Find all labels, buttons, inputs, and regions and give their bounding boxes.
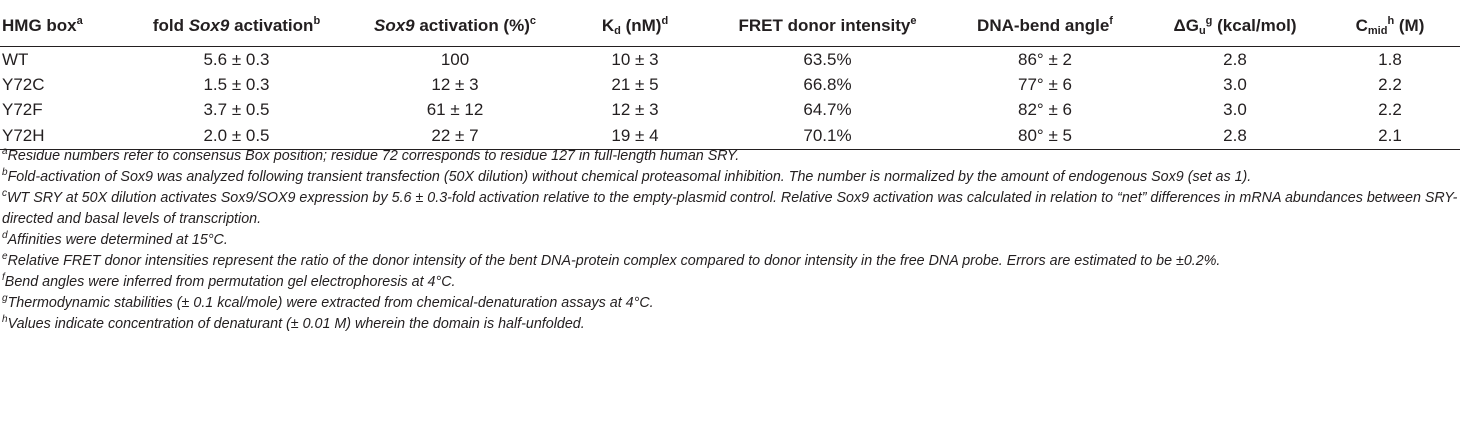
cell: 64.7% (803, 99, 852, 119)
cell: 12 ± 3 (611, 99, 659, 119)
cell: 86° ± 2 (1018, 49, 1072, 69)
footnote: $^f$Bend angles were inferred from permutation gel electrophoresis at 4°C. (2, 272, 456, 290)
footnote: $^d$Affinities were determined at 15°C. (2, 230, 228, 248)
table-row (0, 72, 1460, 97)
cell: 2.8 (1150, 122, 1320, 150)
footnote: $^a$Residue numbers refer to consensus Box position; residue 72 corresponds to residue 127 in full-length human SRY. (2, 146, 740, 164)
header-kd: $K_d$ (nM)$^d$ (555, 6, 715, 47)
header-activation-percent: Sox9 activation (%)$^c$ (355, 6, 555, 47)
footnote: $^g$Thermodynamic stabilities (± 0.1 kcal/mole) were extracted from chemical-denaturation assays at 4°C. (2, 293, 654, 311)
header-fret: FRET donor intensity$^e$ (715, 6, 940, 47)
header-bend-angle: DNA-bend angle$^f$ (940, 6, 1150, 47)
cell: 21 ± 5 (611, 74, 659, 94)
cell: 63.5% (803, 49, 852, 69)
cell: 10 ± 3 (611, 49, 659, 69)
footnote: $^c$WT SRY at 50X dilution activates Sox9/SOX9 expression by 5.6 ± 0.3-fold activation relative to the empty-plasmid control. Relative Sox9 activation was calculated in relation to “net” differences in mRNA abundances between SRY-directed and basal levels of transcription. (2, 188, 1458, 227)
table-row (0, 97, 1460, 122)
results-table (0, 6, 1460, 150)
cell: 2.2 (1378, 74, 1402, 94)
cell: 61 ± 12 (426, 99, 484, 119)
cell: Y72H (0, 122, 118, 150)
cell: Y72F (2, 99, 43, 119)
cell: 19 ± 4 (555, 122, 715, 150)
cell: 12 ± 3 (431, 74, 479, 94)
footnote: $^h$Values indicate concentration of denaturant (± 0.01 M) wherein the domain is half-unfolded. (2, 314, 585, 332)
cell: 80° ± 5 (940, 122, 1150, 150)
cell: 70.1% (715, 122, 940, 150)
cell: WT (2, 49, 29, 69)
cell: 3.7 ± 0.5 (203, 99, 270, 119)
header-hmg-box: HMG box$^a$ (0, 6, 118, 47)
cell: 2.1 (1320, 122, 1460, 150)
cell: 5.6 ± 0.3 (203, 49, 270, 69)
cell: 2.2 (1378, 99, 1402, 119)
cell: 100 (440, 49, 470, 69)
cell: 1.8 (1378, 49, 1402, 69)
cell: 66.8% (803, 74, 852, 94)
cell: 1.5 ± 0.3 (203, 74, 270, 94)
footnote: $^b$Fold-activation of Sox9 was analyzed following transient transfection (50X dilution) without chemical proteasomal inhibition. The number is normalized by the amount of endogenous Sox9 (set as 1). (2, 167, 1252, 185)
header-delta-g: $\Delta G_u^g$ (kcal/mol) (1150, 6, 1320, 47)
cell: 2.0 ± 0.5 (118, 122, 355, 150)
footnotes (2, 146, 1458, 335)
table-row (0, 47, 1460, 73)
header-fold-activation: fold Sox9 activation$^b$ (118, 6, 355, 47)
footnote: $^e$Relative FRET donor intensities represent the ratio of the donor intensity of the bent DNA-protein complex compared to donor intensity in the free DNA probe. Errors are estimated to be ±0.2%. (2, 251, 1221, 269)
cell: 82° ± 6 (1018, 99, 1072, 119)
cell: 3.0 (1223, 74, 1247, 94)
cell: Y72C (2, 74, 45, 94)
cell: 22 ± 7 (355, 122, 555, 150)
cell: 77° ± 6 (1018, 74, 1072, 94)
cell: 2.8 (1223, 49, 1247, 69)
header-row (0, 6, 1460, 47)
header-cmid: $C_{mid}^h$ (M) (1320, 6, 1460, 47)
cell: 3.0 (1223, 99, 1247, 119)
